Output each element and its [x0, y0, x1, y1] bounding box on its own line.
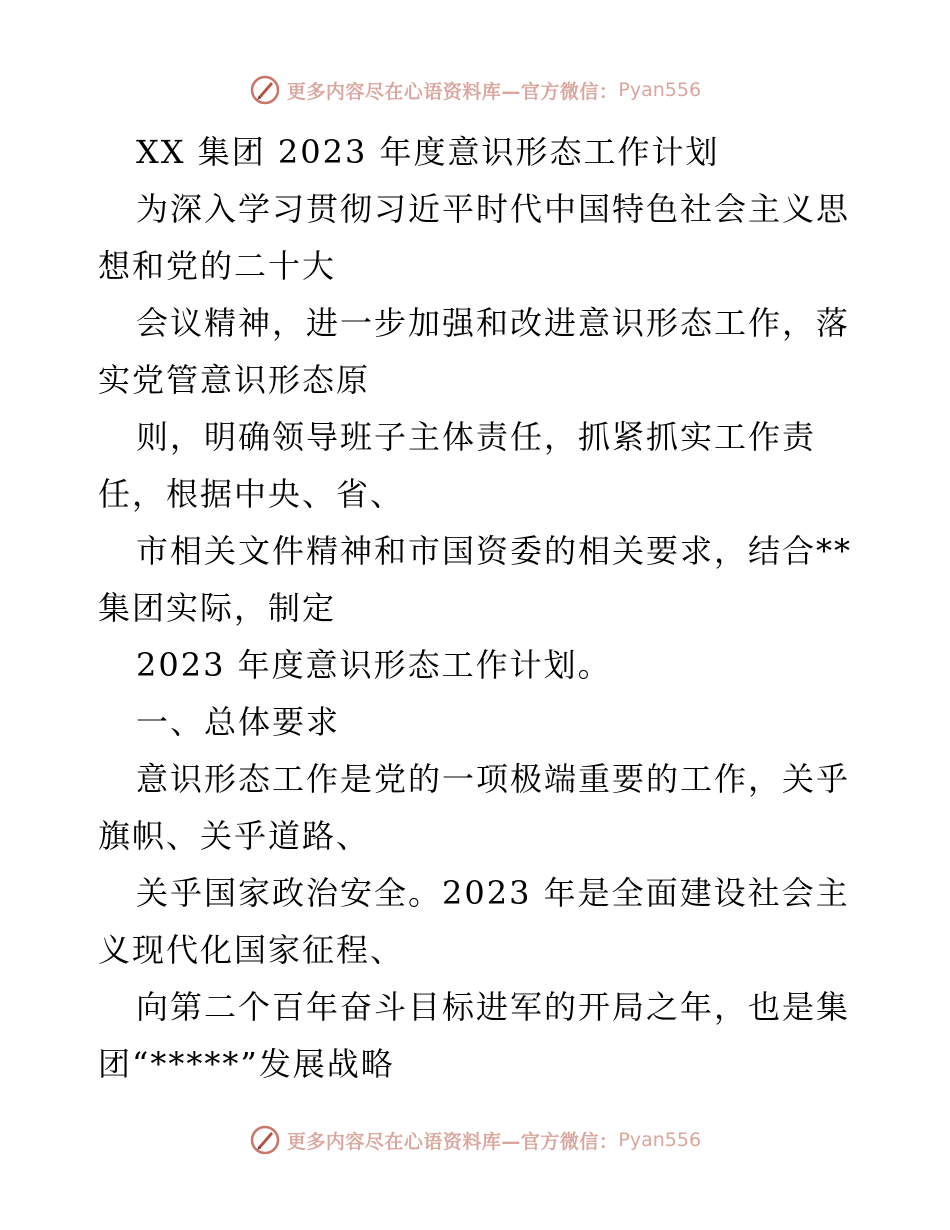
quill-logo-icon [249, 1124, 281, 1156]
header-watermark [0, 70, 950, 110]
watermark-contact: Pyan556 [618, 79, 702, 101]
footer-watermark [0, 1120, 950, 1160]
watermark-brand-text: 更多内容尽在心语资料库—官方微信： [286, 80, 619, 103]
text-line: 市相关文件精神和市国资委的相关要求，结合** [136, 532, 853, 570]
text-line: 则，明确领导班子主体责任，抓紧抓实工作责 [136, 418, 817, 456]
text-line: 关乎国家政治安全。2023 年是全面建设社会主 [136, 874, 850, 912]
text-line: 2023 年度意识形态工作计划。 [136, 646, 612, 684]
text-line: 想和党的二十大 [98, 247, 337, 285]
text-line: 任，根据中央、省、 [98, 475, 405, 513]
text-line: 集团实际，制定 [98, 589, 337, 627]
text-line: 团“*****”发展战略 [98, 1045, 395, 1083]
text-line: 意识形态工作是党的一项极端重要的工作，关乎 [136, 760, 851, 798]
text-line: 一、总体要求 [136, 703, 341, 741]
text-line: 实党管意识形态原 [98, 361, 371, 399]
document-title: XX 集团 2023 年度意识形态工作计划 [136, 133, 720, 171]
quill-logo-icon [249, 74, 281, 106]
watermark-contact: Pyan556 [618, 1129, 702, 1151]
text-line: 旗帜、关乎道路、 [98, 817, 371, 855]
watermark-brand-text: 更多内容尽在心语资料库—官方微信： [286, 1130, 619, 1153]
text-line: 义现代化国家征程、 [98, 931, 405, 969]
document-body [98, 124, 858, 1093]
text-line: 向第二个百年奋斗目标进军的开局之年，也是集 [136, 988, 851, 1026]
text-line: 为深入学习贯彻习近平时代中国特色社会主义思 [136, 190, 851, 228]
text-line: 会议精神，进一步加强和改进意识形态工作，落 [136, 304, 851, 342]
